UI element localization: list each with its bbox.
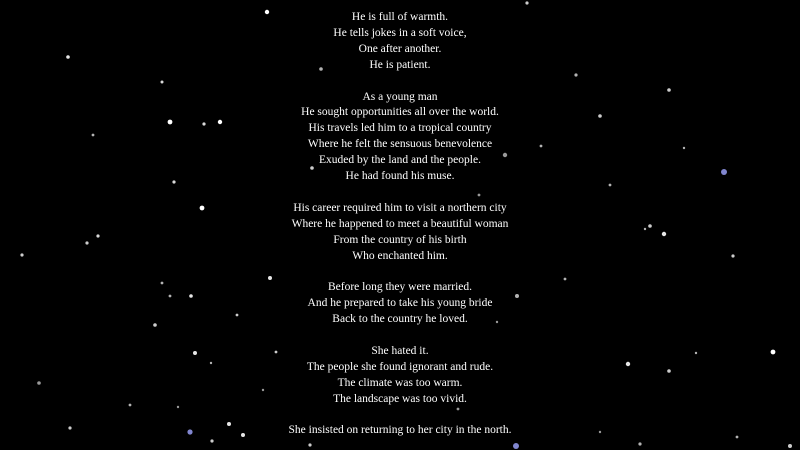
poem-line: One after another.	[358, 42, 442, 55]
poem-line: And he prepared to take his young bride	[307, 297, 493, 310]
poem-stanza	[0, 280, 800, 328]
poem-line: Back to the country he loved.	[332, 313, 468, 326]
poem-stanza	[0, 10, 800, 74]
poem-line: He is patient.	[369, 58, 431, 71]
poem-line: Where he felt the sensuous benevolence	[307, 138, 493, 151]
poem-line: Who enchanted him.	[352, 249, 448, 262]
star	[525, 1, 528, 4]
poem-line: He had found his muse.	[345, 170, 455, 183]
poem-line: The people she found ignorant and rude.	[306, 360, 494, 373]
poem-line: As a young man	[362, 90, 438, 103]
poem-stanza	[0, 90, 800, 185]
poem-line: She hated it.	[371, 344, 429, 357]
poem-line: She insisted on returning to her city in the north.	[288, 424, 512, 437]
poem-line: From the country of his birth	[333, 233, 467, 246]
poem-line: He tells jokes in a soft voice,	[333, 26, 467, 39]
poem-line: The landscape was too vivid.	[333, 392, 467, 405]
poem-line: His travels led him to a tropical country	[308, 122, 492, 135]
poem-line: The climate was too warm.	[337, 376, 463, 389]
poem-line: Exuded by the land and the people.	[319, 154, 481, 167]
poem-text	[0, 10, 800, 450]
poem-line: He is full of warmth.	[351, 11, 449, 23]
poem-line: His career required him to visit a northern city	[293, 201, 507, 214]
poem-line: Where he happened to meet a beautiful woman	[291, 217, 509, 230]
poem-stanza	[0, 344, 800, 408]
poem-line: Before long they were married.	[327, 281, 472, 294]
poem-stanza	[0, 423, 800, 439]
poem-line: He sought opportunities all over the world.	[301, 106, 499, 119]
poem-stanza	[0, 201, 800, 265]
